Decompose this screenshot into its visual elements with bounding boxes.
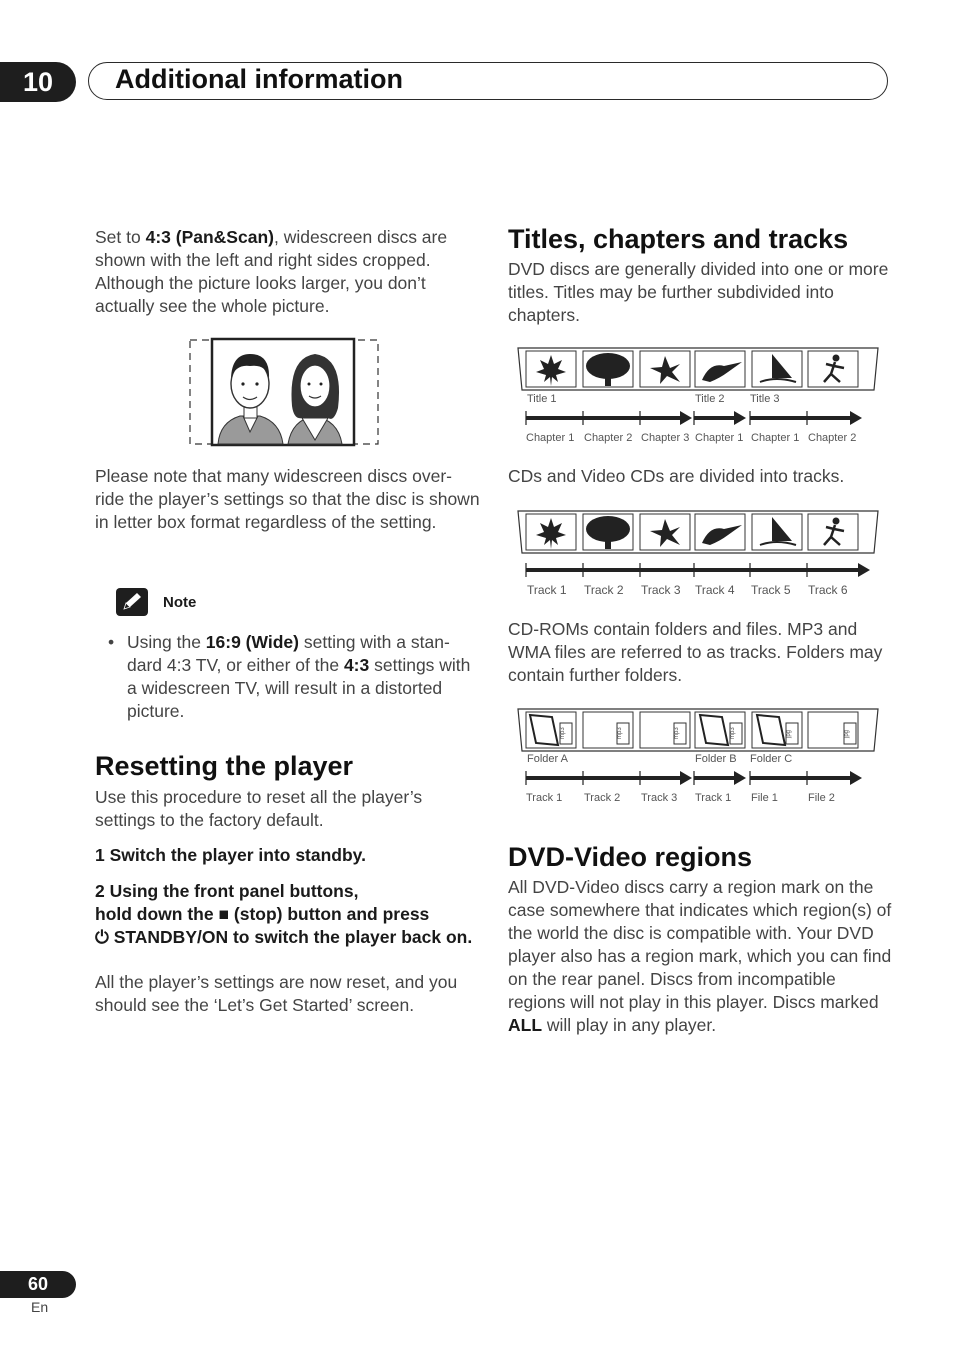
titles-heading: Titles, chapters and tracks xyxy=(508,224,849,254)
cdrom-item-label: File 2 xyxy=(808,792,835,804)
cd-track-label: Track 5 xyxy=(751,583,791,597)
dvd-title-label: Title 1 xyxy=(527,393,557,405)
panscan-setting: 4:3 (Pan&Scan) xyxy=(145,227,274,247)
note-setting-43: 4:3 xyxy=(343,655,370,675)
page-number-tab xyxy=(0,1271,76,1298)
note-setting-wide: 16:9 (Wide) xyxy=(205,632,299,652)
cd-track-arrow xyxy=(520,558,875,582)
cdrom-item-label: Track 3 xyxy=(641,792,678,804)
regions-all-mark: ALL xyxy=(508,1015,543,1035)
cd-track-label: Track 6 xyxy=(808,583,848,597)
reset-step-2-line-b: hold down the ■ (stop) button and press xyxy=(95,904,430,924)
file-tag: jpg xyxy=(844,729,850,738)
dvd-title-arrows xyxy=(520,405,870,429)
note-label: Note xyxy=(163,594,197,611)
panscan-paragraph xyxy=(95,226,480,318)
cdrom-item-label: Track 1 xyxy=(695,792,732,804)
dvd-film-strip xyxy=(514,344,880,394)
cdrom-folder-label: Folder C xyxy=(750,753,793,765)
cdrom-item-label: File 1 xyxy=(751,792,778,804)
dvd-title-label: Title 3 xyxy=(750,393,780,405)
cd-track-label: Track 1 xyxy=(527,583,567,597)
regions-text-post: will play in any player. xyxy=(542,1015,717,1035)
reset-step-2-line-a: 2 Using the front panel buttons, xyxy=(95,881,359,901)
regions-heading: DVD-Video regions xyxy=(508,842,753,872)
file-tag: mp3 xyxy=(674,727,680,740)
file-tag: mp3 xyxy=(617,727,623,740)
dvd-chapter-label: Chapter 1 xyxy=(526,432,575,444)
file-tag: jpg xyxy=(786,729,792,738)
cdrom-paragraph: CD-ROMs contain folders and files. MP3 and WMA files are referred to as tracks. Folders may contain further folders. xyxy=(508,619,883,685)
cdrom-folder-label: Folder B xyxy=(695,753,737,765)
dvd-chapter-label: Chapter 3 xyxy=(641,432,690,444)
reset-step-2 xyxy=(95,880,480,949)
dvd-chapter-label: Chapter 1 xyxy=(751,432,800,444)
cd-film-strip xyxy=(514,507,880,557)
cd-track-label: Track 3 xyxy=(641,583,681,597)
cdrom-item-label: Track 1 xyxy=(526,792,563,804)
regions-paragraph xyxy=(508,876,893,1037)
reset-result: All the player’s settings are now reset, and you should see the ‘Let’s Get Started’ screen. xyxy=(95,972,458,1015)
note-bullet: • xyxy=(108,632,115,652)
note-pencil-icon xyxy=(116,588,148,616)
regions-text-pre: All DVD-Video discs carry a region mark on the case somewhere that indicates which region(s) of the world the disc is compatible with. Your DVD player also has a region mark, which you can find on the rear panel. Discs from incompatible regions will not play in this player. Discs marked xyxy=(508,877,892,1012)
note-text-post: settings with a widescreen TV, will result in a distorted picture. xyxy=(127,655,471,721)
cd-track-label: Track 2 xyxy=(584,583,624,597)
panscan-text-pre: Set to xyxy=(95,227,146,247)
reset-intro: Use this procedure to reset all the player’s settings to the factory default. xyxy=(95,787,423,830)
cd-track-label: Track 4 xyxy=(695,583,735,597)
reset-step-2-line-c: ⏻ STANDBY/ON to switch the player back on. xyxy=(95,927,473,947)
note-text-mid: setting with a stan-dard 4:3 TV, or either of the xyxy=(127,632,450,675)
note-paragraph xyxy=(127,631,482,723)
cdrom-folder-arrows xyxy=(520,766,870,790)
note-text-pre: Using the xyxy=(127,632,206,652)
dvd-chapter-label: Chapter 1 xyxy=(695,432,744,444)
reset-heading: Resetting the player xyxy=(95,751,354,781)
cd-paragraph: CDs and Video CDs are divided into tracks. xyxy=(508,466,845,486)
panscan-illustration xyxy=(188,336,383,448)
language-code: En xyxy=(31,1299,49,1315)
titles-intro: DVD discs are generally divided into one or more titles. Titles may be further subdivided into chapters. xyxy=(508,259,889,325)
file-tag: mp3 xyxy=(730,727,736,740)
chapter-number: 10 xyxy=(22,66,54,97)
reset-step-1: 1 Switch the player into standby. xyxy=(95,845,366,865)
chapter-number-tab xyxy=(0,62,76,102)
dvd-chapter-label: Chapter 2 xyxy=(808,432,857,444)
chapter-title: Additional information xyxy=(115,64,403,94)
dvd-chapter-label: Chapter 2 xyxy=(584,432,633,444)
dvd-title-label: Title 2 xyxy=(695,393,725,405)
cdrom-item-label: Track 2 xyxy=(584,792,621,804)
cdrom-folder-label: Folder A xyxy=(527,753,568,765)
panscan-text-post: , widescreen discs are shown with the left and right sides cropped. Although the picture looks larger, you don’t actually see the whole picture. xyxy=(95,227,448,316)
file-tag: mp3 xyxy=(560,727,566,740)
page-number: 60 xyxy=(27,1274,49,1294)
widescreen-paragraph: Please note that many widescreen discs over-ride the player’s settings so that the disc is shown in letter box format regardless of the setting. xyxy=(95,466,480,532)
